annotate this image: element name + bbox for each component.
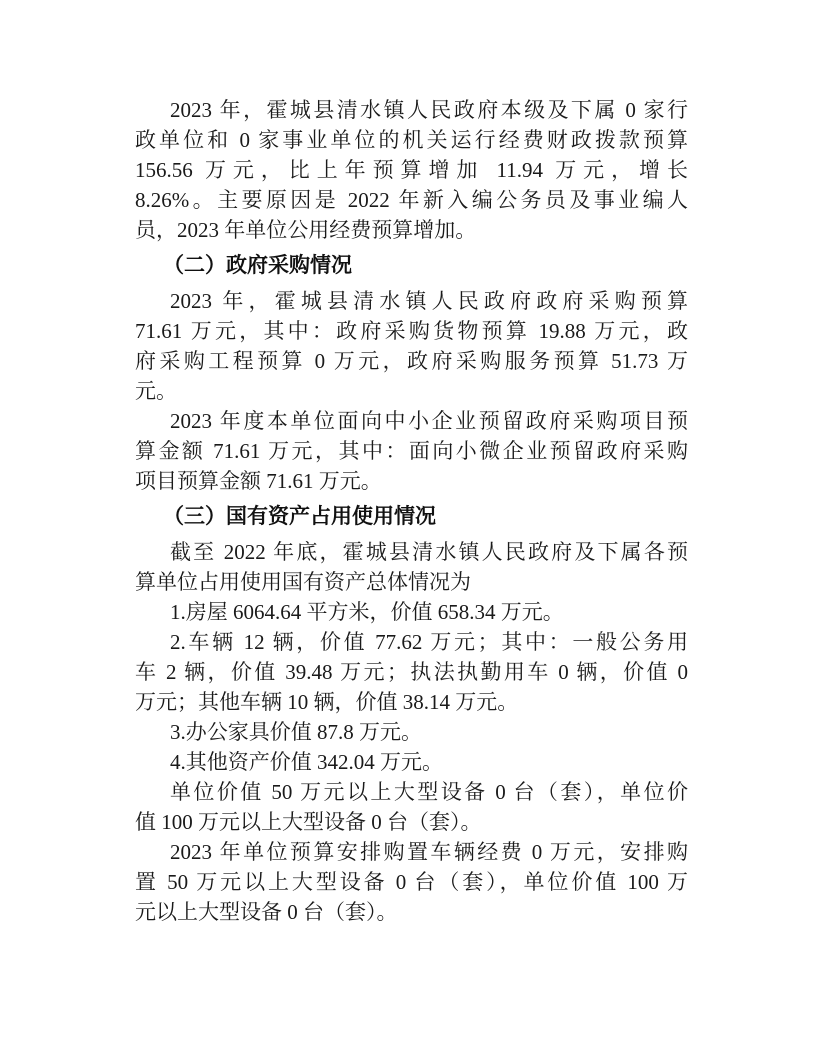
paragraph-furniture (135, 717, 688, 747)
paragraph-line: 算单位占用使用国有资产总体情况为 (135, 570, 471, 594)
paragraph-housing (135, 597, 688, 627)
paragraph-line: 2023 年，霍城县清水镇人民政府政府采购预算 (170, 289, 688, 313)
paragraph-line: 值 100 万元以上大型设备 0 台（套）。 (135, 810, 482, 834)
paragraph-assets-intro (135, 537, 688, 597)
paragraph-line: 政单位和 0 家事业单位的机关运行经费财政拨款预算 (135, 128, 688, 152)
section-heading-assets: （三）国有资产占用使用情况 (163, 505, 436, 528)
paragraph-line: 2023 年单位预算安排购置车辆经费 0 万元，安排购 (170, 840, 688, 864)
paragraph-line: 2023 年度本单位面向中小企业预留政府采购项目预 (170, 409, 688, 433)
paragraph-line: 项目预算金额 71.61 万元。 (135, 469, 382, 493)
paragraph-line: 2.车辆 12 辆，价值 77.62 万元；其中：一般公务用 (170, 630, 688, 654)
document-body (135, 95, 688, 927)
paragraph-line: 1.房屋 6064.64 平方米，价值 658.34 万元。 (170, 600, 564, 624)
paragraph-line: 单位价值 50 万元以上大型设备 0 台（套），单位价 (170, 780, 688, 804)
paragraph-purchase-plan (135, 837, 688, 927)
paragraph-line: 8.26%。主要原因是 2022 年新入编公务员及事业编人 (135, 188, 688, 212)
paragraph-line: 71.61 万元，其中：政府采购货物预算 19.88 万元，政 (135, 319, 688, 343)
paragraph-line: 元。 (135, 379, 177, 403)
paragraph-line: 3.办公家具价值 87.8 万元。 (170, 720, 422, 744)
paragraph-line: 车 2 辆，价值 39.48 万元；执法执勤用车 0 辆，价值 0 (135, 660, 688, 684)
paragraph-sme-reserve (135, 406, 688, 496)
paragraph-line: 元以上大型设备 0 台（套）。 (135, 900, 398, 924)
paragraph-vehicles (135, 627, 688, 717)
paragraph-equipment (135, 777, 688, 837)
paragraph-other-assets (135, 747, 688, 777)
paragraph-operating-costs (135, 95, 688, 245)
section-heading-procurement: （二）政府采购情况 (163, 254, 352, 277)
paragraph-line: 府采购工程预算 0 万元，政府采购服务预算 51.73 万 (135, 349, 688, 373)
paragraph-line: 万元；其他车辆 10 辆，价值 38.14 万元。 (135, 690, 519, 714)
paragraph-line: 算金额 71.61 万元，其中：面向小微企业预留政府采购 (135, 439, 688, 463)
paragraph-line: 置 50 万元以上大型设备 0 台（套），单位价值 100 万 (135, 870, 688, 894)
paragraph-procurement-budget (135, 286, 688, 406)
paragraph-line: 员，2023 年单位公用经费预算增加。 (135, 218, 477, 242)
paragraph-line: 156.56 万元，比上年预算增加 11.94 万元，增长 (135, 158, 688, 182)
paragraph-line: 4.其他资产价值 342.04 万元。 (170, 750, 443, 774)
paragraph-line: 2023 年，霍城县清水镇人民政府本级及下属 0 家行 (170, 98, 688, 122)
paragraph-line: 截至 2022 年底，霍城县清水镇人民政府及下属各预 (170, 540, 688, 564)
